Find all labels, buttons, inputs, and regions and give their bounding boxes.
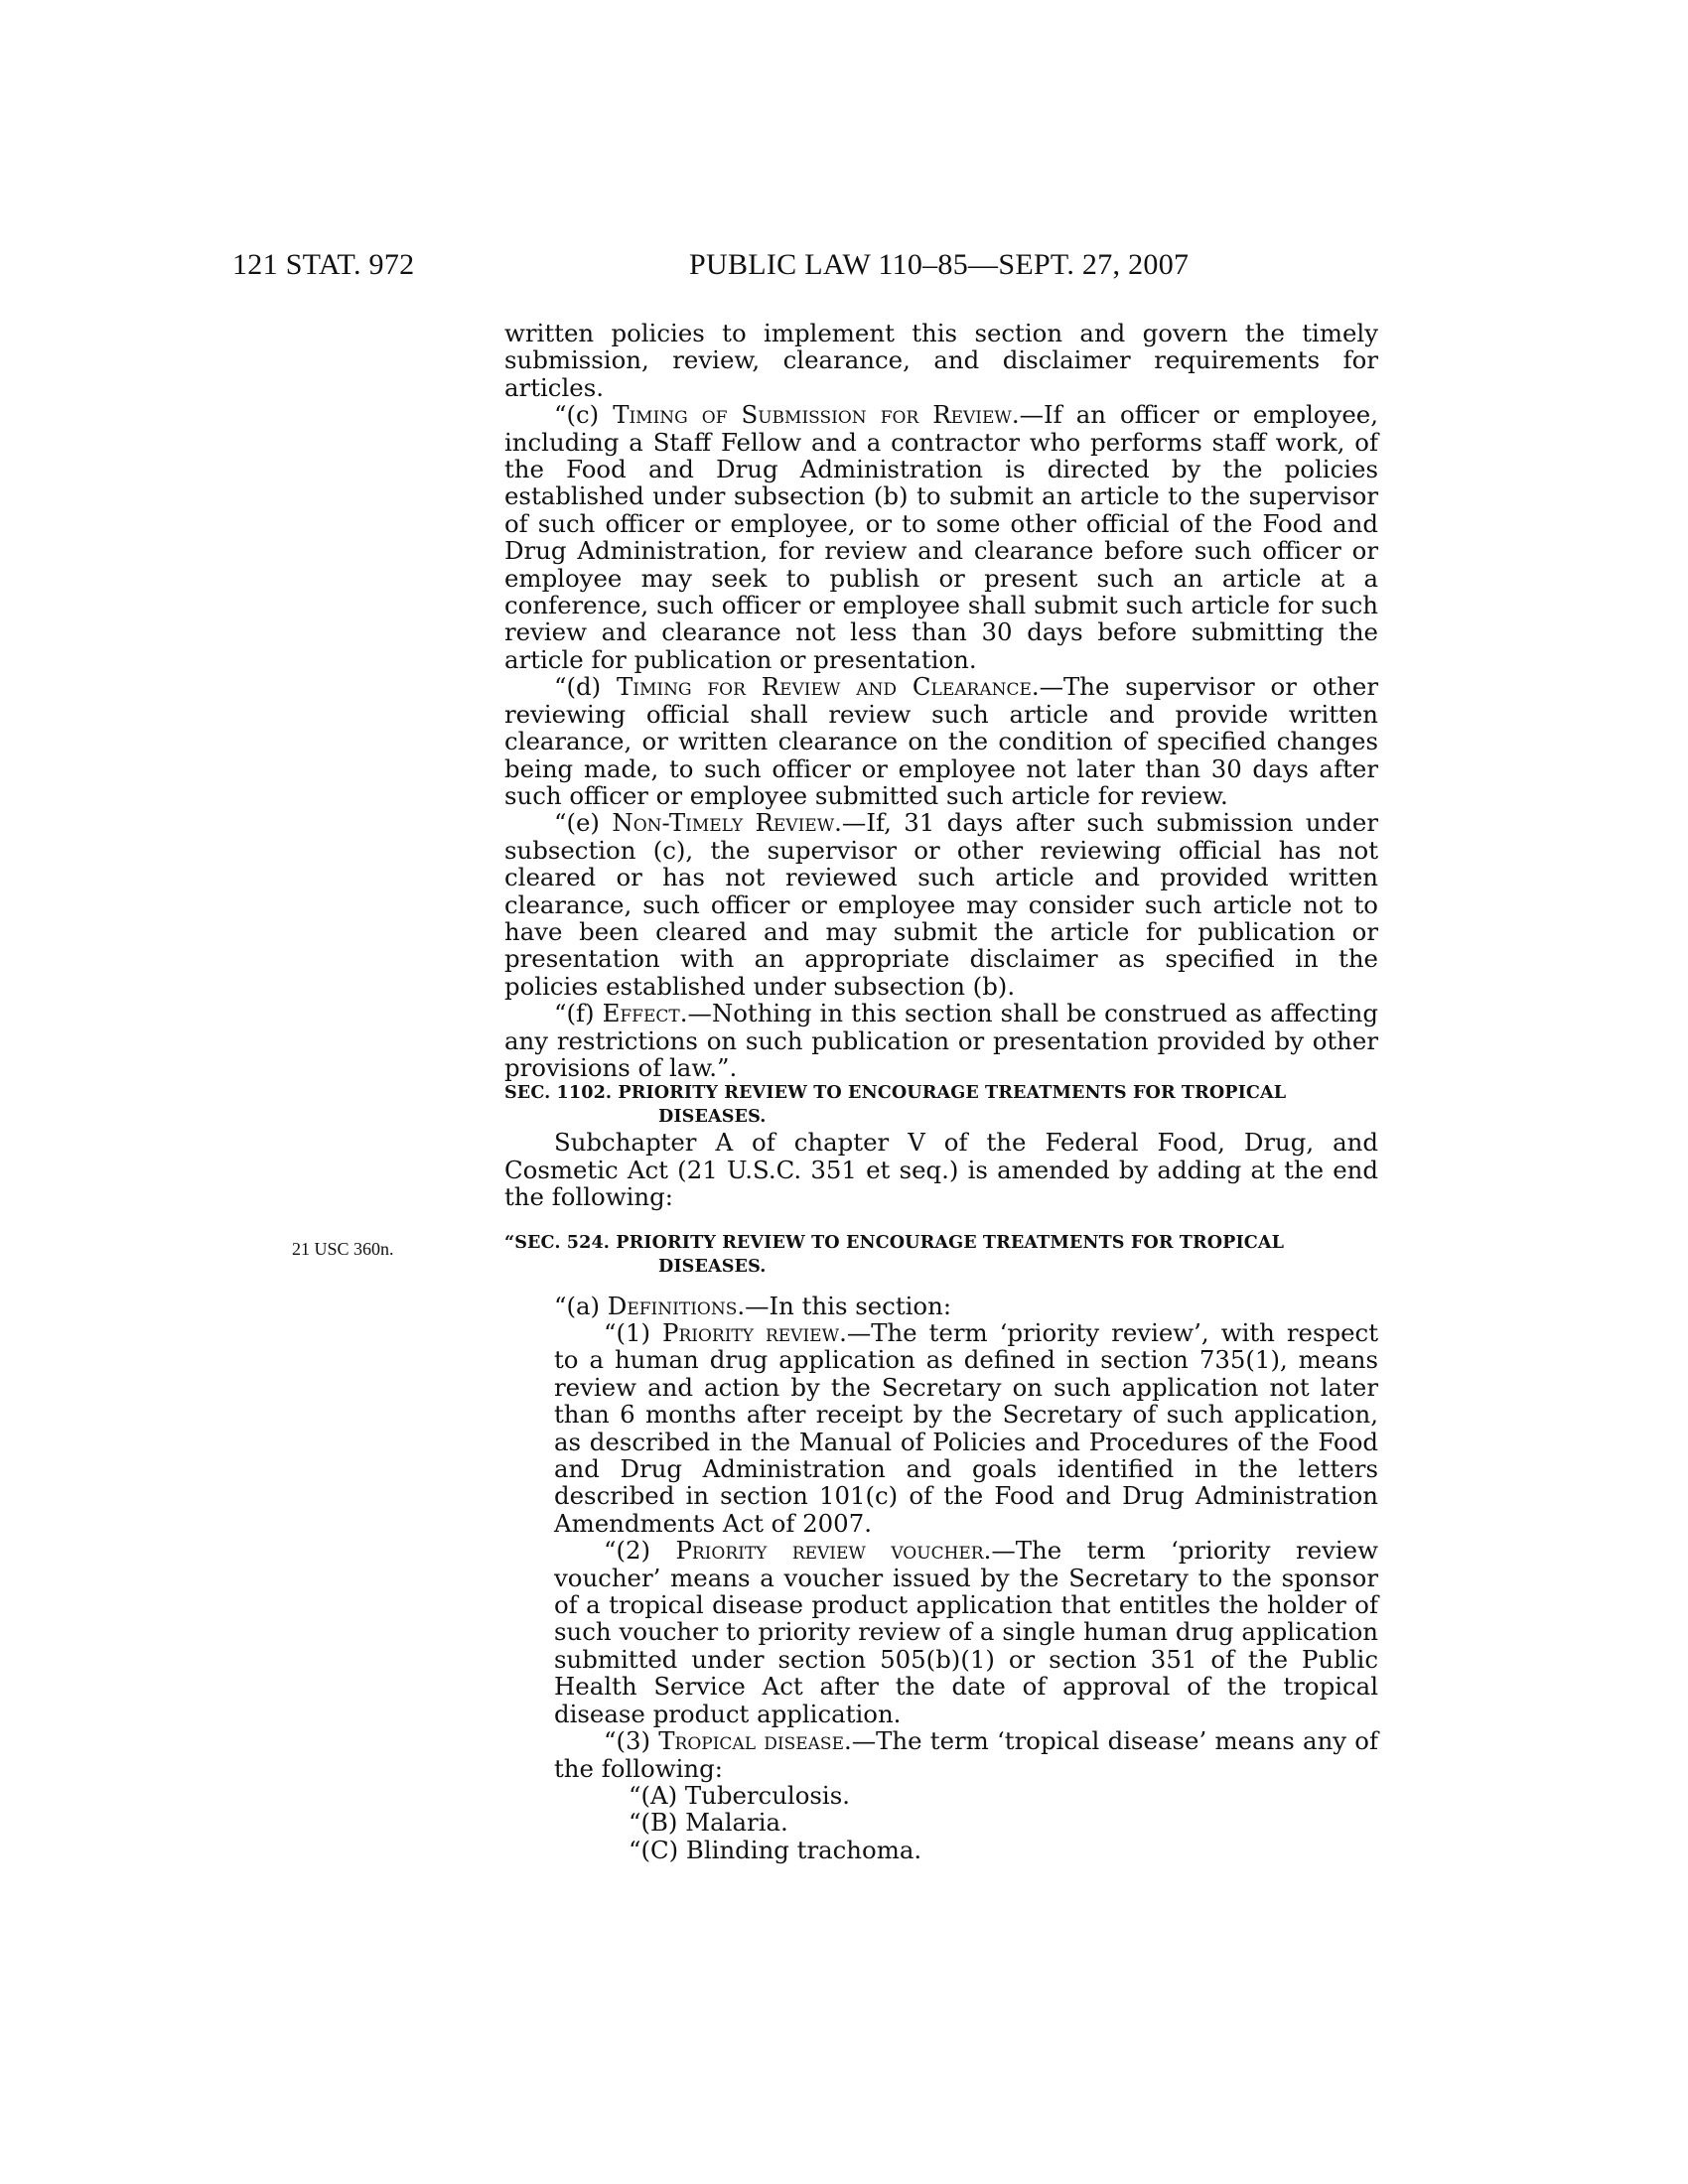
paragraph-c xyxy=(504,401,1378,673)
section-1102-heading: SEC. 1102. PRIORITY REVIEW TO ENCOURAGE TREATMENTS FOR TROPICAL DISEASES. xyxy=(504,1082,1287,1128)
definition-3 xyxy=(504,1727,1378,1782)
definition-1 xyxy=(504,1319,1378,1537)
definition-2 xyxy=(504,1537,1378,1727)
paragraph-c-number: “(c) xyxy=(554,400,614,430)
paragraph-f-heading: Effect xyxy=(602,999,680,1028)
paragraph-a-number: “(a) xyxy=(554,1291,608,1320)
paragraph-c-heading: Timing of Submission for Review xyxy=(613,400,1012,430)
definition-1-text: .—The term ‘priority review’, with respect to a human drug application as defined in section 735(1), means review and action by the Secretary on such application not later than 6 months after receipt by the Secretary of such application, as described in the Manual of Policies and Procedures of the Food and Drug Administration and goals identified in the letters described in section 101(c) of the Food and Drug Administration Amendments Act of 2007. xyxy=(554,1318,1378,1538)
paragraph-e-number: “(e) xyxy=(554,808,613,838)
paragraph-a-text: .—In this section: xyxy=(737,1291,952,1320)
paragraph-f xyxy=(504,1000,1378,1081)
definition-3-text: .—The term ‘tropical disease’ means any of the following: xyxy=(554,1726,1379,1783)
paragraph-f-number: “(f) xyxy=(554,999,603,1028)
statute-page-number: 121 STAT. 972 xyxy=(232,248,415,281)
definition-3-number: “(3) xyxy=(604,1726,659,1756)
definition-1-number: “(1) xyxy=(604,1318,663,1347)
running-head: PUBLIC LAW 110–85—SEPT. 27, 2007 xyxy=(689,248,1190,281)
margin-citation: 21 USC 360n. xyxy=(292,1239,394,1259)
body-text xyxy=(504,320,1378,1863)
paragraph-d-text: .—The supervisor or other reviewing official shall review such article and provide written clearance, or written clearance on the condition of specified changes being made, to such officer or employee not later than 30 days after such officer or employee submitted such article for review. xyxy=(504,672,1378,810)
paragraph-d xyxy=(504,673,1378,809)
list-item: “(C) Blinding trachoma. xyxy=(629,1835,922,1864)
paragraph-f-text: .—Nothing in this section shall be construed as affecting any restrictions on such publication or presentation provided by other provisions of law.”. xyxy=(504,999,1379,1082)
paragraph-a-heading: Definitions xyxy=(607,1291,738,1320)
paragraph-e-heading: Non-Timely Review xyxy=(612,808,835,838)
definition-3-heading: Tropical disease xyxy=(658,1726,844,1756)
definition-1-heading: Priority review xyxy=(662,1318,840,1347)
definition-2-text: .—The term ‘priority review voucher’ means a voucher issued by the Secretary to the sponsor of a tropical disease product application that entitles the holder of such voucher to priority review of a single human drug application submitted under section 505(b)(1) or section 351 of the Public Health Service Act after the date of approval of the tropical disease product application. xyxy=(554,1536,1378,1728)
paragraph-a xyxy=(504,1293,1378,1319)
paragraph-d-number: “(d) xyxy=(554,672,617,702)
definition-2-number: “(2) xyxy=(604,1536,676,1566)
list-item: “(A) Tuberculosis. xyxy=(629,1780,850,1810)
list-item: “(B) Malaria. xyxy=(629,1808,788,1838)
paragraph-subchapter: Subchapter A of chapter V of the Federal Food, Drug, and Cosmetic Act (21 U.S.C. 351 et seq.) is amended by adding at the end the following: xyxy=(504,1128,1378,1212)
section-524-heading: “SEC. 524. PRIORITY REVIEW TO ENCOURAGE TREATMENTS FOR TROPICAL DISEASES. xyxy=(504,1231,1285,1277)
paragraph-d-heading: Timing for Review and Clearance xyxy=(616,672,1032,702)
paragraph-e xyxy=(504,809,1378,1000)
paragraph-c-text: .—If an officer or employee, including a Staff Fellow and a contractor who performs staff work, of the Food and Drug Administration is directed by the policies established under subsection (b) to submit an article to the supervisor of such officer or employee, or to some other official of the Food and Drug Administration, for review and clearance before such officer or employee may seek to publish or present such an article at a conference, such officer or employee shall submit such article for such review and clearance not less than 30 days before submitting the article for publication or presentation. xyxy=(504,400,1378,674)
paragraph-intro: written policies to implement this section and govern the timely submission, review, clearance, and disclaimer requirements for articles. xyxy=(504,319,1378,402)
definition-2-heading: Priority review voucher xyxy=(675,1536,984,1566)
paragraph-e-text: .—If, 31 days after such submission under subsection (c), the supervisor or other reviewing official has not cleared or has not reviewed such article and provided written clearance, such officer or employee may consider such article not to have been cleared and may submit the article for publication or presentation with an appropriate disclaimer as specified in the policies established under subsection (b). xyxy=(504,808,1378,1001)
